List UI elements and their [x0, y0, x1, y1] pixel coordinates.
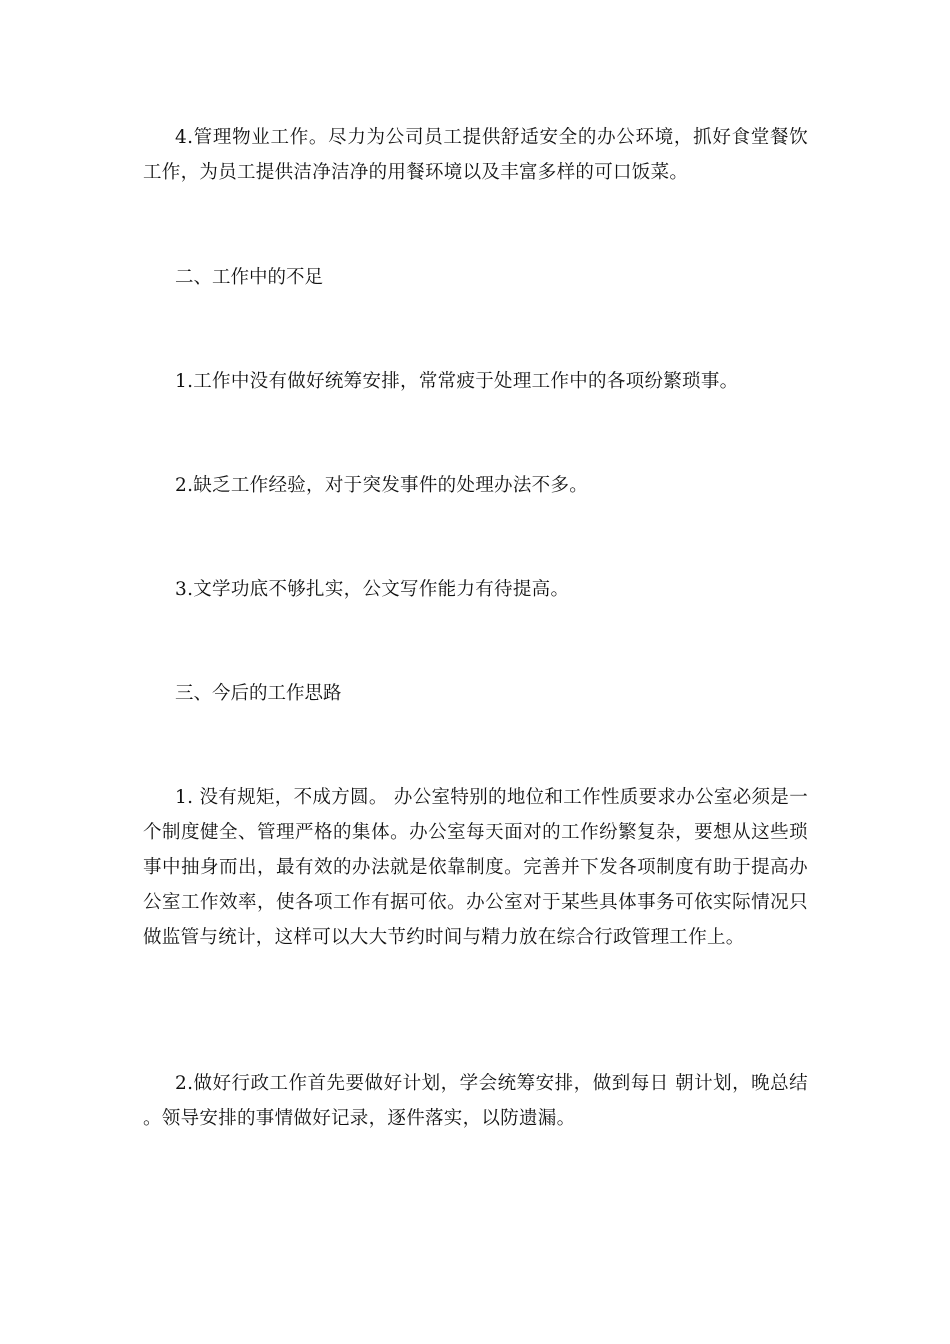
paragraph-plan-2: 2.做好行政工作首先要做好计划，学会统筹安排，做到每日 朝计划，晚总结 。领导安排的事情做好记录，逐件落实，以防遗漏。 [143, 1073, 815, 1129]
paragraph-shortcoming-1: 1.工作中没有做好统筹安排，常常疲于处理工作中的各项纷繁琐事。 [175, 371, 739, 392]
section-heading-shortcomings: 二、工作中的不足 [175, 267, 324, 288]
paragraph-shortcoming-2: 2.缺乏工作经验，对于突发事件的处理办法不多。 [175, 475, 589, 496]
paragraph-shortcoming-3: 3.文学功底不够扎实，公文写作能力有待提高。 [175, 579, 570, 600]
paragraph-plan-1: 1. 没有规矩，不成方圆。 办公室特别的地位和工作性质要求办公室必须是一个制度健全、管理严格的集体。办公室每天面对的工作纷繁复杂，要想从这些琐事中抽身而出，最有效的办法就是依靠制度。完善并下发各项制度有助于提高办公室工作效率，使各项工作有据可依。办公室对于某些具体事务可依实际情况只做监管与统计，这样可以大大节约时间与精力放在综合行政管理工作上。 [143, 787, 808, 948]
section-heading-future-plans: 三、今后的工作思路 [175, 683, 342, 704]
paragraph-property-management: 4.管理物业工作。尽力为公司员工提供舒适安全的办公环境，抓好食堂餐饮工作，为员工提供洁净洁净的用餐环境以及丰富多样的可口饭菜。 [143, 127, 808, 183]
